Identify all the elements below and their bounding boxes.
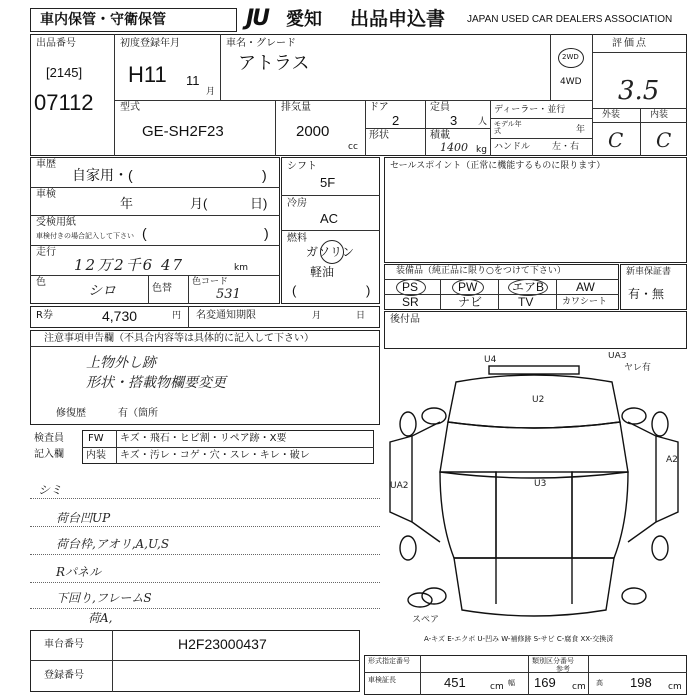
model-label: 型式: [120, 102, 140, 113]
inspection-cert-note: 車検付きの場合記入して下さい: [36, 232, 134, 240]
handle-options: 左・右: [552, 142, 580, 152]
color-value: シロ: [88, 283, 116, 299]
spec-len-value: 451: [444, 675, 466, 690]
name-change-day: 日: [356, 311, 366, 321]
inspector-line-2: 荷台凹UP: [56, 511, 111, 525]
history-section: [30, 157, 280, 304]
diagram-legend: A-キズ E-エクボ U-凹み W-補修跡 S-サビ C-腐食 XX-交換済: [424, 635, 614, 643]
doors-value: 2: [392, 113, 400, 128]
chassis-label: 車台番号: [44, 639, 84, 650]
spec-width-value: 169: [534, 675, 556, 690]
fuel-gasoline: ガソリン: [306, 245, 355, 259]
diagram-label-u4: U4: [484, 355, 497, 365]
chassis-value: H2F23000437: [178, 636, 267, 652]
org-name: 愛知: [286, 9, 322, 30]
shift-label: シフト: [287, 161, 317, 172]
storage-label: 車内保管・守衛保管: [40, 12, 166, 28]
inspection-year: 年: [120, 196, 134, 211]
doors-label: ドア: [369, 102, 389, 113]
fw-items: キズ・飛石・ヒビ割・リペア跡・X要: [120, 433, 287, 444]
spec-type-label: 形式指定番号: [368, 657, 410, 665]
diagram-label-ua3: UA3: [608, 352, 627, 361]
lot-number: 07112: [34, 90, 94, 115]
spec-class-label: 類別区分番号: [532, 657, 574, 665]
capacity-unit: 人: [478, 117, 488, 127]
lot-sub: [2145]: [46, 65, 83, 80]
plate-label: 登録番号: [44, 670, 84, 681]
inspection-month: 月(: [190, 196, 208, 211]
notes-line2: 形状・搭載物欄要変更: [86, 375, 226, 391]
color-label: 色: [36, 277, 46, 288]
load-value: 1400: [440, 141, 468, 154]
equip-kawaseat: カワシート: [562, 297, 608, 307]
grade-score: 3.5: [618, 76, 660, 106]
inspection-cert-label: 受検用紙: [36, 217, 76, 228]
equip-pw-circle: [452, 279, 484, 296]
repair-label: 修復歴: [56, 408, 86, 419]
equip-sr: SR: [402, 295, 419, 309]
notes-label: 注意事項申告欄（不具合内容等は具体的に記入して下さい）: [44, 333, 314, 344]
sales-point-section: [384, 157, 687, 263]
diagram-label-u2: U2: [532, 395, 545, 405]
inspection-day: 日): [250, 196, 268, 211]
inspector-line-6: 荷A,: [88, 611, 113, 625]
mileage-unit: km: [234, 263, 248, 273]
inspector-line-5: 下回り,フレームS: [56, 591, 152, 605]
registration-month: 11: [186, 73, 200, 88]
spec-height-label: 高: [596, 679, 603, 687]
inspector-label2: 記入欄: [34, 449, 64, 460]
recycle-unit: 円: [172, 311, 182, 321]
registration-month-unit: 月: [206, 87, 216, 97]
interior-grade: C: [656, 128, 672, 152]
equip-airbag: エアB: [512, 280, 545, 294]
inspection-label: 車検: [36, 189, 56, 200]
equip-navi: ナビ: [458, 295, 483, 309]
notes-line1: 上物外し跡: [86, 355, 156, 371]
spec-height-value: 198: [630, 675, 652, 690]
displacement-label: 排気量: [281, 102, 311, 113]
interior-items: キズ・汚レ・コゲ・穴・スレ・キレ・破レ: [120, 450, 310, 461]
recycle-label: R券: [36, 310, 53, 321]
shift-value: 5F: [320, 175, 336, 190]
car-name: アトラス: [238, 53, 310, 73]
inspector-line-1: シミ: [38, 483, 63, 497]
equip-tv: TV: [518, 295, 534, 309]
registration-year: H11: [128, 62, 167, 87]
drive-2wd: 2WD: [562, 53, 579, 61]
color-code-label: 色コード: [192, 277, 229, 287]
diagram-label-spare: スペア: [412, 615, 440, 625]
capacity-value: 3: [450, 113, 458, 128]
recycle-value: 4,730: [102, 308, 138, 324]
diagram-label-u3: U3: [534, 479, 547, 489]
diagram-label-ua2: UA2: [390, 481, 409, 491]
lot-label: 出品番号: [36, 38, 76, 49]
equip-ps: PS: [402, 280, 419, 294]
drive-4wd: 4WD: [560, 77, 582, 87]
load-unit: kg: [476, 145, 487, 155]
interior-label: 内装: [650, 110, 669, 120]
cooling-value: AC: [320, 211, 339, 226]
sales-point-label: セールスポイント（正常に機能するものに限ります）: [390, 161, 606, 171]
fuel-label: 燃料: [287, 233, 307, 244]
fuel-gasoline-circle: [320, 240, 344, 264]
warranty-options: 有・無: [628, 287, 665, 301]
form-title: 出品申込書: [350, 8, 446, 30]
dealer-label: ディーラー・並行: [494, 105, 566, 115]
inspector-line-3: 荷台枠,アオリ,A,U,S: [56, 537, 170, 551]
spec-len-label: 車検証長: [368, 676, 396, 684]
spec-len-unit: cm: [490, 682, 504, 692]
org-english: JAPAN USED CAR DEALERS ASSOCIATION: [467, 14, 673, 25]
mileage-label: 走行: [36, 247, 56, 258]
ju-logo: JU: [246, 6, 269, 31]
aftermarket-section: [384, 311, 687, 349]
history-close: ): [262, 167, 267, 183]
shape-label: 形状: [369, 130, 389, 141]
name-change-label: 名変通知期限: [196, 310, 256, 321]
exterior-grade: C: [608, 128, 624, 152]
repair-value: 有（箇所: [118, 408, 158, 419]
equip-ps-circle: [396, 279, 426, 296]
history-label: 車歴: [36, 159, 56, 170]
history-value: 自家用・(: [72, 167, 133, 183]
handle-label: ハンドル: [494, 142, 531, 152]
color-code: 531: [216, 287, 241, 302]
aftermarket-label: 後付品: [390, 314, 420, 325]
model-year-unit: 年: [576, 125, 586, 135]
car-name-label: 車名・グレード: [226, 38, 296, 49]
color-change-label: 色替: [152, 283, 172, 294]
equip-pw: PW: [458, 280, 478, 294]
interior-row-label: 内装: [86, 450, 106, 461]
spec-width-label: 幅: [508, 679, 515, 687]
equip-aw: AW: [576, 280, 595, 294]
spec-height-unit: cm: [668, 682, 682, 692]
model-year-label: モデル年式: [494, 120, 522, 135]
model-value: GE-SH2F23: [142, 123, 224, 140]
spec-width-unit: cm: [572, 682, 586, 692]
capacity-label: 定員: [430, 102, 450, 113]
equipment-label: 装備品（純正品に限り○をつけて下さい）: [396, 266, 566, 276]
inspector-line-4: Rパネル: [56, 565, 102, 579]
spec-ref-label: 参考: [556, 665, 570, 673]
inspection-cert-open: (: [142, 225, 147, 241]
fuel-open: (: [292, 283, 297, 298]
load-label: 積載: [430, 130, 450, 141]
cooling-label: 冷房: [287, 198, 307, 209]
diagram-label-a2: A2: [666, 455, 678, 465]
fuel-close: ): [366, 283, 371, 298]
name-change-month: 月: [312, 311, 322, 321]
displacement-unit: cc: [348, 142, 358, 152]
equip-airbag-circle: [508, 279, 548, 296]
exterior-label: 外装: [602, 110, 621, 120]
fuel-diesel: 軽油: [310, 265, 335, 279]
inspector-label1: 検査員: [34, 433, 64, 444]
mileage-value: 12万2千6 47: [74, 256, 185, 274]
displacement-value: 2000: [296, 123, 330, 140]
warranty-label: 新車保証書: [626, 267, 672, 277]
registration-label: 初度登録年月: [120, 38, 180, 49]
inspection-cert-close: ): [264, 225, 269, 241]
fw-label: FW: [88, 433, 104, 444]
grade-label: 評価点: [612, 38, 648, 49]
diagram-label-yare: ヤレ有: [624, 363, 651, 373]
car-damage-diagram: [384, 352, 687, 628]
